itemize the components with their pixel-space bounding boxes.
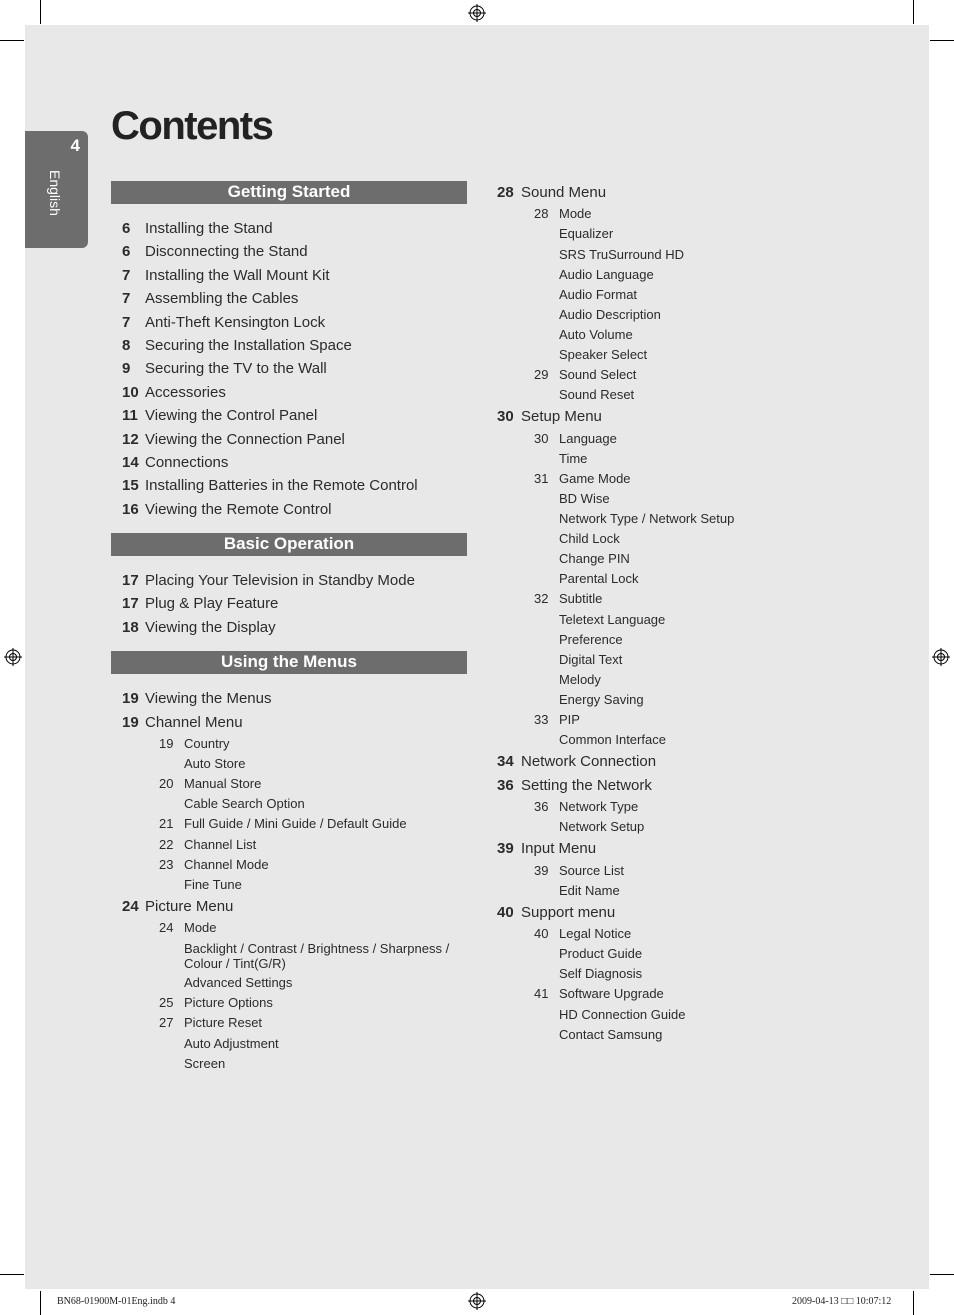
toc-page-number: 15 — [122, 477, 139, 495]
toc-entry-title: Sound Reset — [559, 387, 635, 403]
footer-timestamp: 2009-04-13 □□ 10:07:12 — [792, 1296, 892, 1307]
toc-entry-title: Digital Text — [559, 651, 623, 667]
toc-page-number: 28 — [534, 206, 549, 222]
toc-entry-title: Picture Menu — [145, 897, 234, 915]
toc-subentry[interactable] — [497, 964, 917, 984]
toc-entry[interactable] — [111, 895, 467, 918]
toc-entry-title: Setting the Network — [521, 776, 652, 794]
toc-page-number: 19 — [122, 690, 139, 708]
toc-page-number: 10 — [122, 383, 139, 401]
toc-entry-title: Setup Menu — [521, 408, 602, 426]
toc-page-number: 20 — [159, 776, 174, 792]
toc-entry-title: Audio Format — [559, 286, 638, 302]
toc-entry[interactable] — [497, 837, 917, 860]
toc-subentry[interactable] — [497, 365, 917, 385]
toc-page-number: 18 — [122, 618, 139, 636]
toc-subentry[interactable] — [497, 944, 917, 964]
toc-entry-title: Network Type / Network Setup — [559, 511, 735, 527]
toc-page-number: 9 — [122, 360, 131, 378]
toc-entry-title: Backlight / Contrast / Brightness / Sharpness / Colour / Tint(G/R) — [184, 941, 450, 972]
toc-entry-title: Country — [184, 736, 230, 752]
toc-entry-title: Picture Reset — [184, 1015, 263, 1031]
toc-page-number: 22 — [159, 836, 174, 852]
toc-entry-title: Installing Batteries in the Remote Control — [145, 477, 418, 495]
toc-right-column — [497, 181, 917, 1045]
toc-entry[interactable] — [111, 240, 467, 263]
toc-subentry[interactable] — [111, 1034, 467, 1054]
toc-page-number: 24 — [159, 920, 174, 936]
toc-entry-title: Plug & Play Feature — [145, 595, 279, 613]
language-label: English — [47, 170, 63, 216]
toc-entry[interactable] — [111, 474, 467, 497]
toc-entry-title: Accessories — [145, 383, 226, 401]
toc-section — [111, 533, 467, 639]
toc-subentry[interactable] — [497, 1005, 917, 1025]
toc-entry-title: HD Connection Guide — [559, 1006, 686, 1022]
toc-entry-title: Installing the Wall Mount Kit — [145, 266, 330, 284]
toc-entry-title: Legal Notice — [559, 926, 632, 942]
toc-subentry[interactable] — [111, 973, 467, 993]
toc-entry-title: Equalizer — [559, 226, 614, 242]
toc-subentry[interactable] — [497, 610, 917, 630]
toc-page-number: 8 — [122, 336, 131, 354]
toc-entry-title: Teletext Language — [559, 611, 666, 627]
toc-subentry[interactable] — [111, 1013, 467, 1033]
toc-entry-title: Time — [559, 450, 588, 466]
toc-entry-title: Cable Search Option — [184, 796, 305, 812]
toc-subentry[interactable] — [497, 797, 917, 817]
toc-entry-title: Auto Volume — [559, 326, 633, 342]
toc-entry-title: Manual Store — [184, 776, 262, 792]
toc-entry-title: Viewing the Control Panel — [145, 407, 318, 425]
toc-page-number: 12 — [122, 430, 139, 448]
toc-page-number: 19 — [122, 713, 139, 731]
toc-entry[interactable] — [111, 357, 467, 380]
toc-page-number: 17 — [122, 572, 139, 590]
toc-subentry[interactable] — [111, 754, 467, 774]
toc-entry-title: Product Guide — [559, 946, 643, 962]
toc-subentry[interactable] — [111, 835, 467, 855]
toc-entry-title: Input Menu — [521, 840, 597, 858]
toc-entry[interactable] — [111, 711, 467, 734]
toc-entry-title: Edit Name — [559, 882, 620, 898]
toc-entry-title: Network Type — [559, 799, 639, 814]
toc-entry-title: Game Mode — [559, 470, 631, 486]
toc-entry-title: Channel List — [184, 836, 257, 852]
footer-file-name: BN68-01900M-01Eng.indb 4 — [57, 1296, 176, 1307]
toc-entry-title: Network Connection — [521, 753, 657, 771]
toc-entry[interactable] — [111, 592, 467, 615]
toc-page-number: 7 — [122, 290, 131, 308]
toc-entry-title: Language — [559, 430, 617, 446]
toc-subentry[interactable] — [497, 984, 917, 1004]
toc-subentry[interactable] — [497, 569, 917, 589]
toc-page-number: 28 — [497, 184, 514, 201]
toc-subentry[interactable] — [497, 710, 917, 730]
toc-subentry[interactable] — [111, 938, 467, 973]
toc-subentry[interactable] — [111, 855, 467, 875]
toc-page-number: 23 — [159, 856, 174, 872]
toc-entry-title: Channel Mode — [184, 856, 269, 872]
toc-subentry[interactable] — [497, 589, 917, 609]
toc-entry[interactable] — [111, 687, 467, 710]
toc-entry[interactable] — [497, 901, 917, 924]
toc-entry[interactable] — [111, 264, 467, 287]
toc-subentry[interactable] — [497, 730, 917, 750]
toc-entry-title: Disconnecting the Stand — [145, 243, 308, 261]
toc-subentry[interactable] — [497, 285, 917, 305]
toc-subentry[interactable] — [497, 650, 917, 670]
toc-page-number: 30 — [497, 408, 514, 426]
toc-subentry[interactable] — [111, 814, 467, 834]
toc-subentry[interactable] — [497, 817, 917, 837]
toc-page-number: 33 — [534, 712, 549, 728]
toc-subentry[interactable] — [497, 861, 917, 881]
toc-entry-title: Energy Saving — [559, 691, 644, 707]
toc-entry-title: Subtitle — [559, 591, 603, 607]
toc-entry-title: PIP — [559, 712, 580, 728]
toc-entry-title: Auto Adjustment — [184, 1035, 279, 1051]
registration-mark-icon — [468, 4, 486, 22]
toc-subentry[interactable] — [497, 881, 917, 901]
toc-entry-title: BD Wise — [559, 491, 610, 506]
toc-entry-title: Securing the TV to the Wall — [145, 360, 327, 378]
toc-entry-title: Anti-Theft Kensington Lock — [145, 313, 326, 331]
toc-subentry[interactable] — [497, 549, 917, 569]
toc-entry-title: Installing the Stand — [145, 220, 273, 237]
toc-entry-title: Mode — [559, 206, 592, 222]
toc-entry[interactable] — [111, 404, 467, 427]
toc-subentry[interactable] — [497, 489, 917, 509]
page-number: 4 — [70, 136, 80, 155]
registration-mark-icon — [932, 648, 950, 666]
toc-entry-title: Audio Description — [559, 306, 661, 322]
toc-entry-title: Self Diagnosis — [559, 966, 643, 982]
page-title: Contents — [111, 104, 273, 148]
toc-subentry[interactable] — [111, 918, 467, 938]
toc-entry-title: Melody — [559, 671, 601, 687]
toc-entry-title: Viewing the Menus — [145, 690, 272, 708]
crop-mark — [930, 1274, 954, 1275]
toc-subentry[interactable] — [497, 690, 917, 710]
toc-entry-title: Preference — [559, 631, 623, 647]
crop-mark — [0, 1274, 24, 1275]
toc-entry-title: Source List — [559, 862, 625, 878]
toc-page-number: 36 — [534, 799, 549, 814]
toc-entry[interactable] — [497, 750, 917, 773]
toc-page-number: 24 — [122, 897, 139, 915]
section-heading: Using the Menus — [111, 651, 467, 674]
toc-page-number: 36 — [497, 776, 514, 794]
toc-entry-title: Advanced Settings — [184, 975, 293, 991]
toc-page-number: 19 — [159, 736, 174, 752]
toc-entry[interactable] — [111, 311, 467, 334]
toc-subentry[interactable] — [497, 509, 917, 529]
toc-entry[interactable] — [111, 569, 467, 592]
toc-page-number: 30 — [534, 430, 549, 446]
toc-entry-title: Network Setup — [559, 819, 645, 835]
toc-subentry[interactable] — [497, 924, 917, 944]
toc-page-number: 17 — [122, 595, 139, 613]
crop-mark — [40, 1291, 41, 1315]
toc-entry-title: Screen — [184, 1055, 226, 1071]
toc-page-number: 31 — [534, 470, 549, 486]
toc-entry-title: Viewing the Connection Panel — [145, 430, 345, 448]
toc-subentry[interactable] — [497, 630, 917, 650]
toc-page-number: 6 — [122, 220, 131, 237]
toc-page-number: 7 — [122, 313, 131, 331]
toc-entry-title: Sound Select — [559, 367, 637, 383]
toc-page-number: 7 — [122, 266, 131, 284]
toc-entry-title: Viewing the Remote Control — [145, 500, 332, 518]
toc-subentry[interactable] — [497, 469, 917, 489]
toc-entry-title: Viewing the Display — [145, 618, 276, 636]
toc-entry-title: Mode — [184, 920, 217, 936]
toc-entry-title: Securing the Installation Space — [145, 336, 352, 354]
toc-entry-title: Change PIN — [559, 551, 630, 567]
toc-subentry[interactable] — [111, 1054, 467, 1074]
toc-entry[interactable] — [111, 451, 467, 474]
toc-entry-title: Child Lock — [559, 531, 620, 547]
toc-entry[interactable] — [111, 616, 467, 639]
crop-mark — [0, 40, 24, 41]
toc-entry-title: Assembling the Cables — [145, 290, 299, 308]
toc-entry[interactable] — [111, 217, 467, 240]
toc-subentry[interactable] — [497, 305, 917, 325]
toc-entry-title: Channel Menu — [145, 713, 243, 731]
toc-subentry[interactable] — [111, 794, 467, 814]
toc-subentry[interactable] — [497, 429, 917, 449]
toc-subentry[interactable] — [497, 204, 917, 224]
toc-page-number: 40 — [534, 926, 549, 942]
toc-entry[interactable] — [111, 381, 467, 404]
registration-mark-icon — [468, 1292, 486, 1310]
toc-page-number: 34 — [497, 753, 514, 771]
toc-subentry[interactable] — [497, 385, 917, 405]
toc-entry[interactable] — [497, 181, 917, 204]
toc-page-number: 32 — [534, 591, 549, 607]
toc-page-number: 6 — [122, 243, 131, 261]
toc-subentry[interactable] — [497, 325, 917, 345]
toc-entry-title: Placing Your Television in Standby Mode — [145, 572, 415, 590]
toc-entry-title: Contact Samsung — [559, 1026, 663, 1042]
toc-subentry[interactable] — [497, 1025, 917, 1045]
toc-page-number: 40 — [497, 903, 514, 921]
section-heading: Basic Operation — [111, 533, 467, 556]
registration-mark-icon — [4, 648, 22, 666]
toc-subentry[interactable] — [497, 265, 917, 285]
toc-page-number: 25 — [159, 995, 174, 1011]
toc-page-number: 39 — [534, 862, 549, 878]
toc-entry-title: Common Interface — [559, 732, 666, 748]
toc-subentry[interactable] — [111, 774, 467, 794]
toc-entry[interactable] — [111, 428, 467, 451]
section-heading: Getting Started — [111, 181, 467, 204]
toc-subentry[interactable] — [497, 670, 917, 690]
toc-subentry[interactable] — [111, 734, 467, 754]
toc-page-number: 39 — [497, 840, 514, 858]
toc-entry-title: Parental Lock — [559, 571, 639, 587]
toc-entry[interactable] — [111, 334, 467, 357]
toc-left-column — [111, 181, 467, 1074]
toc-entry-title: Audio Language — [559, 266, 654, 282]
toc-entry-title: Software Upgrade — [559, 986, 664, 1002]
toc-page-number: 21 — [159, 816, 174, 832]
toc-page-number: 11 — [122, 407, 138, 425]
crop-mark — [913, 1291, 914, 1315]
crop-mark — [913, 0, 914, 24]
toc-entry-title: Speaker Select — [559, 347, 648, 363]
crop-mark — [40, 0, 41, 24]
toc-subentry[interactable] — [497, 245, 917, 265]
toc-section — [111, 181, 467, 521]
toc-subentry[interactable] — [497, 529, 917, 549]
toc-entry[interactable] — [111, 498, 467, 521]
toc-page-number: 29 — [534, 367, 549, 383]
toc-entry-title: Support menu — [521, 903, 616, 921]
toc-entry-title: Picture Options — [184, 995, 273, 1011]
toc-subentry[interactable] — [111, 875, 467, 895]
toc-entry[interactable] — [111, 287, 467, 310]
toc-entry-title: Connections — [145, 453, 229, 471]
toc-entry[interactable] — [497, 774, 917, 797]
toc-subentry[interactable] — [497, 224, 917, 244]
toc-subentry[interactable] — [497, 449, 917, 469]
toc-entry-title: SRS TruSurround HD — [559, 246, 684, 262]
toc-subentry[interactable] — [497, 345, 917, 365]
toc-entry-title: Sound Menu — [521, 184, 607, 201]
toc-page-number: 27 — [159, 1015, 174, 1031]
toc-subentry[interactable] — [111, 993, 467, 1013]
toc-entry-title: Full Guide / Mini Guide / Default Guide — [184, 816, 407, 832]
toc-page-number: 41 — [534, 986, 549, 1002]
toc-entry[interactable] — [497, 405, 917, 428]
toc-page-number: 16 — [122, 500, 139, 518]
crop-mark — [930, 40, 954, 41]
toc-section — [111, 651, 467, 1073]
toc-page-number: 14 — [122, 453, 139, 471]
toc-entry-title: Fine Tune — [184, 876, 242, 892]
toc-entry-title: Auto Store — [184, 756, 246, 772]
